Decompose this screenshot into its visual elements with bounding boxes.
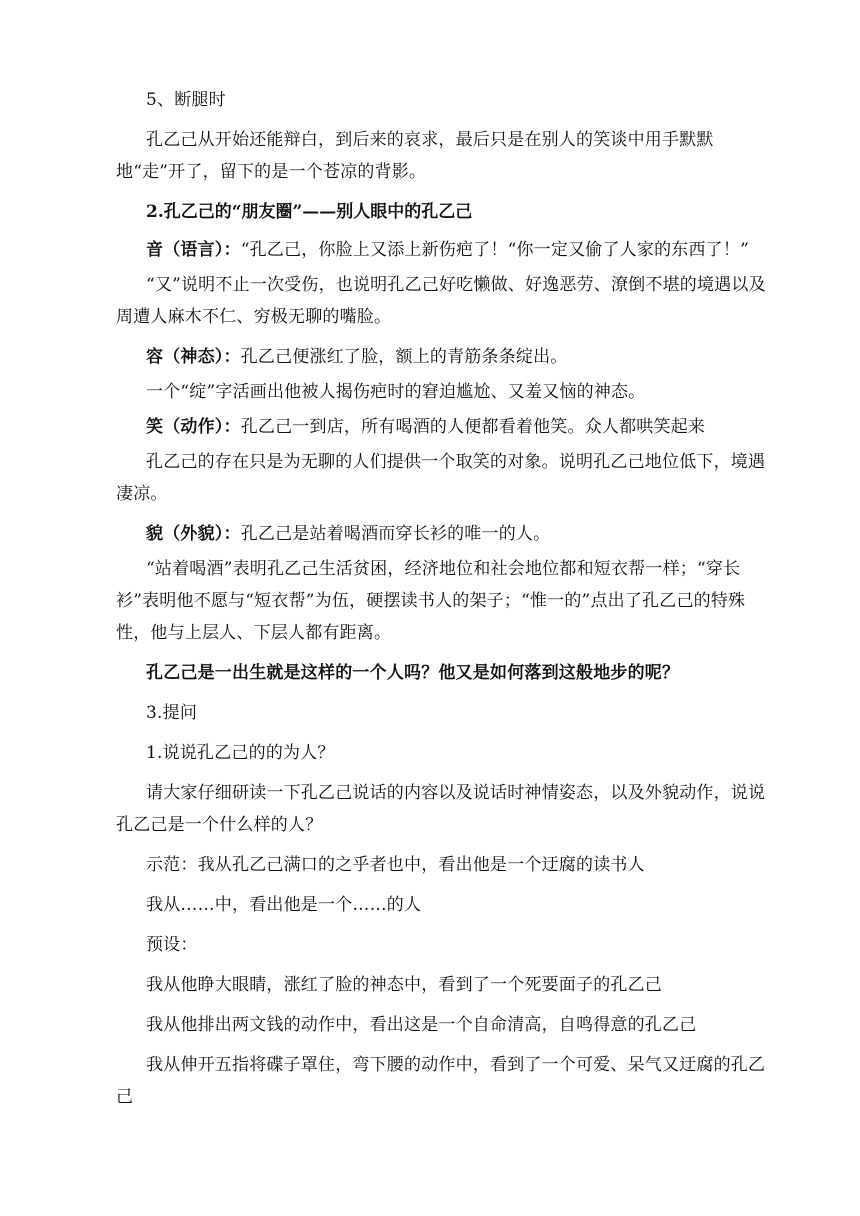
mao-paragraph — [116, 518, 776, 550]
question-1-prompt: 请大家仔细研读一下孔乙己说话的内容以及说话时神情姿态，以及外貌动作，说说孔乙己是一个什么样的人？ — [116, 783, 766, 835]
section-5-text: 孔乙己从开始还能辩白，到后来的哀求，最后只是在别人的笑谈中用手默默地“走”开了，留下的是一个苍凉的背影。 — [116, 130, 714, 182]
preset-label: 预设： — [146, 935, 198, 955]
yin-lead: 音（语言）： — [146, 240, 241, 260]
mao-lead: 貌（外貌）： — [146, 524, 241, 544]
transition-question: 孔乙己是一出生就是这样的一个人吗？他又是如何落到这般地步的呢？ — [146, 663, 680, 683]
rong-lead: 容（神态）： — [146, 347, 241, 367]
xiao-lead: 笑（动作）： — [146, 417, 241, 437]
xiao-paragraph — [116, 411, 776, 443]
template-line: 我从……中，看出他是一个……的人 — [146, 895, 422, 915]
preset-1: 我从他睁大眼睛，涨红了脸的神态中，看到了一个死要面子的孔乙己 — [146, 975, 662, 995]
yin-analysis: “又”说明不止一次受伤，也说明孔乙己好吃懒做、好逸恶劳、潦倒不堪的境遇以及周遭人麻木不仁、穷极无聊的嘴脸。 — [116, 275, 766, 327]
rong-text: 孔乙己便涨红了脸，额上的青筋条条绽出。 — [240, 347, 568, 367]
yin-paragraph — [116, 234, 776, 266]
mao-text: 孔乙己是站着喝酒而穿长衫的唯一的人。 — [240, 524, 551, 544]
section-5-label: 5、断腿时 — [146, 90, 226, 110]
friends-circle-heading: 2.孔乙己的“朋友圈”——别人眼中的孔乙己 — [146, 202, 473, 222]
yin-text: “孔乙己，你脸上又添上新伤疤了！“你一定又偷了人家的东西了！” — [240, 240, 749, 260]
document-content — [116, 84, 776, 1121]
question-1: 1.说说孔乙己的的为人？ — [146, 743, 335, 763]
ask-label: 3.提问 — [146, 703, 198, 723]
rong-analysis: 一个“绽”字活画出他被人揭伤疤时的窘迫尴尬、又羞又恼的神态。 — [146, 382, 646, 402]
xiao-analysis: 孔乙己的存在只是为无聊的人们提供一个取笑的对象。说明孔乙己地位低下，境遇凄凉。 — [116, 452, 766, 504]
preset-2: 我从他排出两文钱的动作中，看出这是一个自命清高，自鸣得意的孔乙己 — [146, 1015, 697, 1035]
mao-analysis: “站着喝酒”表明孔乙己生活贫困，经济地位和社会地位都和短衣帮一样；“穿长衫”表明他不愿与“短衣帮”为伍，硬摆读书人的架子；“惟一的”点出了孔乙己的特殊性，他与上层人、下层人都有距离。 — [116, 559, 746, 643]
example-line: 示范：我从孔乙己满口的之乎者也中，看出他是一个迂腐的读书人 — [146, 855, 645, 875]
xiao-text: 孔乙己一到店，所有喝酒的人便都看着他笑。众人都哄笑起来 — [240, 417, 706, 437]
rong-paragraph — [116, 341, 776, 373]
preset-3: 我从伸开五指将碟子罩住，弯下腰的动作中，看到了一个可爱、呆气又迂腐的孔乙己 — [116, 1055, 766, 1107]
